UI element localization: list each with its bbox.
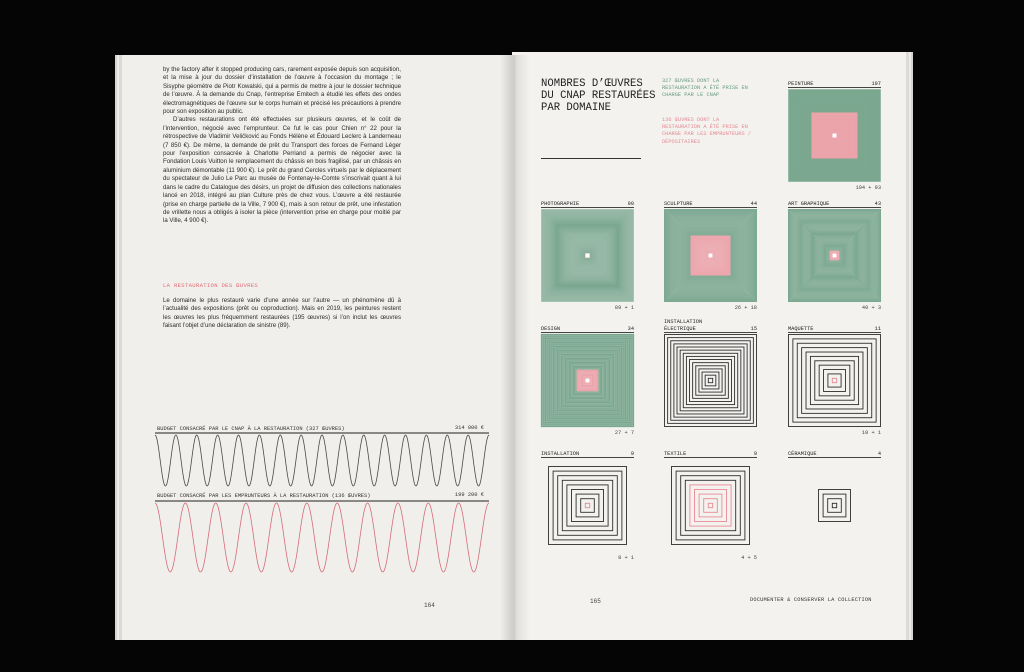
domain-name: SCULPTURE bbox=[664, 200, 693, 207]
domain-name: CÉRAMIQUE bbox=[788, 450, 817, 457]
domain-split: 27 + 7 bbox=[614, 430, 634, 436]
tile-rule bbox=[664, 207, 757, 208]
cnap-square bbox=[702, 372, 719, 389]
domain-name: DESIGN bbox=[541, 325, 561, 332]
domain-total: 15 bbox=[750, 326, 757, 332]
domain-split: 89 + 1 bbox=[614, 305, 634, 311]
cnap-square bbox=[685, 480, 735, 530]
domain-total: 9 bbox=[630, 451, 634, 457]
cnap-square bbox=[676, 471, 745, 540]
cnap-square bbox=[562, 480, 612, 530]
budget-borrowers-wave bbox=[155, 500, 489, 574]
budget-borrowers-amount: 199 200 € bbox=[454, 492, 484, 498]
cnap-square bbox=[797, 343, 871, 417]
cnap-square bbox=[672, 467, 750, 545]
domain-name: PEINTURE bbox=[788, 80, 814, 87]
cnap-square bbox=[815, 361, 854, 400]
domain-total: 11 bbox=[874, 326, 881, 332]
domain-total: 9 bbox=[753, 451, 757, 457]
borrower-square bbox=[704, 499, 718, 513]
tile-rule bbox=[664, 332, 757, 333]
cnap-square bbox=[824, 370, 846, 392]
domain-total: 34 bbox=[627, 326, 634, 332]
cnap-square bbox=[674, 344, 747, 417]
footer-label: DOCUMENTER & CONSERVER LA COLLECTION bbox=[750, 597, 872, 603]
borrower-square bbox=[690, 485, 731, 526]
tile-peinture bbox=[788, 89, 881, 182]
tile-center bbox=[833, 254, 837, 258]
cnap-square bbox=[705, 375, 716, 386]
tile-rule bbox=[788, 332, 881, 333]
domain-total: 44 bbox=[750, 201, 757, 207]
tile-center bbox=[586, 379, 590, 383]
tile-rule bbox=[788, 457, 881, 458]
cnap-square bbox=[683, 353, 737, 407]
body-text-top bbox=[163, 66, 401, 226]
borrower-square bbox=[699, 494, 722, 517]
tile-center bbox=[709, 254, 713, 258]
budget-borrowers-label: BUDGET CONSACRÉ PAR LES EMPRUNTEURS À LA RESTAURATION (136 ŒUVRES) bbox=[157, 493, 371, 499]
cnap-square bbox=[828, 499, 842, 513]
tile-header-ceramique bbox=[788, 441, 881, 457]
paragraph-2: D’autres restaurations ont été effectuées sur plusieurs œuvres, et le coût de l’intervention, négocié avec l’emprunteur. Ce fut le cas pour Chien n° 22 pour la rétrospective de Vladimir Veličković au Fonds Hélène et Édouard Leclerc à Landerneau (7 850 €). De même, la demande de prêt du Transport des forces de Fernand Léger pour l’exposition consacrée à Charlotte Perriand a permis de négocier avec la Fondation Louis Vuitton le remplacement du châssis en bois fragilisé, par un châssis en aluminium démontable (11 900 €). Le prêt du grand Cercles virtuels par le déplacement du spectateur de Julio Le Parc au musée de Fontenay-le-Comte s’inscrivait quant à lui dans le cadre du Catalogue des désirs, un projet de diffusion des collections nationales lancé en 2018, intégré au plan Culture près de chez vous. L’œuvre a été restaurée (prise en charge partielle de la Ville, 7 900 €), mais à son retour de prêt, une infestation de vrillette nous a obligés à isoler la pièce (intervention prise en charge pour moitié par la Ville, 4 900 €). bbox=[163, 116, 401, 225]
tile-header-photographie bbox=[541, 191, 634, 207]
tile-center bbox=[833, 134, 837, 138]
domain-name: ART GRAPHIQUE bbox=[788, 200, 830, 207]
domain-split: 10 + 1 bbox=[861, 430, 881, 436]
domain-name: PHOTOGRAPHIE bbox=[541, 200, 580, 207]
cnap-square bbox=[793, 339, 876, 422]
tile-header-design bbox=[541, 316, 634, 332]
budget-cnap-amount: 314 000 € bbox=[454, 425, 484, 431]
budget-cnap-label: BUDGET CONSACRÉ PAR LE CNAP À LA RESTAURATION (327 ŒUVRES) bbox=[157, 426, 345, 432]
cnap-square bbox=[708, 378, 712, 382]
tile-rule bbox=[541, 207, 634, 208]
domain-total: 90 bbox=[627, 201, 634, 207]
cnap-square bbox=[677, 347, 744, 414]
budget-wave-line bbox=[155, 503, 489, 572]
tile-ceramique bbox=[788, 459, 881, 552]
cnap-square bbox=[665, 335, 757, 427]
cnap-square bbox=[828, 374, 841, 387]
left-page-number: 164 bbox=[424, 602, 435, 609]
cnap-square bbox=[832, 503, 836, 507]
book-gutter bbox=[500, 55, 530, 640]
tile-rule bbox=[788, 87, 881, 88]
budget-wave-line bbox=[155, 435, 489, 486]
domain-split: 8 + 1 bbox=[618, 555, 634, 561]
domain-split: 4 + 5 bbox=[741, 555, 757, 561]
cnap-square bbox=[581, 499, 595, 513]
domain-name: INSTALLATION ÉLECTRIQUE bbox=[664, 319, 703, 332]
cnap-square bbox=[789, 335, 881, 427]
tile-header-maquette bbox=[788, 316, 881, 332]
cnap-square bbox=[802, 348, 868, 414]
tile-photographie bbox=[541, 209, 634, 302]
cnap-square bbox=[576, 494, 599, 517]
tile-maquette bbox=[788, 334, 881, 427]
tile-art-graphique bbox=[788, 209, 881, 302]
cnap-square bbox=[567, 485, 608, 526]
tile-header-textile bbox=[664, 441, 757, 457]
paragraph-3: Le domaine le plus restauré varie d’une année sur l’autre — un phénomène dû à l’actualité des expositions (prêt ou coproduction). Mais en 2019, les peintures restent les œuvres les plus fréquemment restaurées (195 œuvres) si l’on inclut les œuvres faisant l’objet d’une déclaration de sinistre (89). bbox=[163, 297, 401, 330]
domain-total: 4 bbox=[877, 451, 881, 457]
cnap-square bbox=[686, 356, 734, 404]
chart-title: NOMBRES D’ŒUVRES DU CNAP RESTAURÉES PAR DOMAINE bbox=[541, 78, 656, 115]
cnap-square bbox=[553, 471, 622, 540]
tile-header-installation-electrique bbox=[664, 316, 757, 332]
tile-rule bbox=[541, 457, 634, 458]
borrower-square bbox=[585, 503, 589, 507]
domain-split: 104 + 93 bbox=[855, 185, 881, 191]
tile-sculpture bbox=[664, 209, 757, 302]
domain-split: 26 + 18 bbox=[734, 305, 757, 311]
legend-borrowers: 136 ŒUVRES DONT LA RESTAURATION A ÉTÉ PRISE EN CHARGE PAR LES EMPRUNTEURS / DÉPOSITAIRES bbox=[662, 117, 752, 145]
cnap-square bbox=[823, 494, 846, 517]
borrower-square bbox=[708, 503, 712, 507]
domain-name: MAQUETTE bbox=[788, 325, 814, 332]
domain-total: 43 bbox=[874, 201, 881, 207]
tile-rule bbox=[788, 207, 881, 208]
tile-rule bbox=[664, 457, 757, 458]
domain-name: INSTALLATION bbox=[541, 450, 580, 457]
tile-header-installation bbox=[541, 441, 634, 457]
tile-header-peinture bbox=[788, 71, 881, 87]
legend-cnap: 327 ŒUVRES DONT LA RESTAURATION A ÉTÉ PRISE EN CHARGE PAR LE CNAP bbox=[662, 78, 748, 99]
budget-cnap-wave bbox=[155, 432, 489, 488]
tile-header-sculpture bbox=[664, 191, 757, 207]
tile-installation bbox=[541, 459, 634, 552]
cnap-square bbox=[810, 356, 858, 404]
cnap-square bbox=[549, 467, 627, 545]
tile-design bbox=[541, 334, 634, 427]
tile-rule bbox=[541, 332, 634, 333]
borrower-square bbox=[832, 378, 836, 382]
cnap-square bbox=[693, 363, 729, 399]
title-rule bbox=[541, 158, 641, 159]
domain-name: TEXTILE bbox=[664, 450, 687, 457]
tile-center bbox=[586, 254, 590, 258]
cnap-square bbox=[671, 341, 750, 420]
domain-split: 40 + 3 bbox=[861, 305, 881, 311]
tile-textile bbox=[664, 459, 757, 552]
cnap-square bbox=[696, 366, 725, 395]
right-page-number: 165 bbox=[590, 598, 601, 605]
section-title: LA RESTAURATION DES ŒUVRES bbox=[163, 282, 259, 289]
body-text-bottom bbox=[163, 297, 401, 331]
tile-header-art-graphique bbox=[788, 191, 881, 207]
domain-total: 197 bbox=[871, 81, 881, 87]
tile-installation-electrique bbox=[664, 334, 757, 427]
paragraph-1: by the factory after it stopped producing cars, rarement exposée depuis son acquisition, et la mise à jour du dossier d’installation de l’œuvre à l’occasion du montage ; le Sisyphe géomètre de Piotr Kowalski, qui a permis de mettre à jour le dossier technique de l’œuvre. À la demande du Cnap, l’entreprise Emitech a étudié les effets des ondes électromagnétiques de l’œuvre sur le corps humain et précisé les précautions à prendre pour son exposition au public. bbox=[163, 66, 401, 116]
